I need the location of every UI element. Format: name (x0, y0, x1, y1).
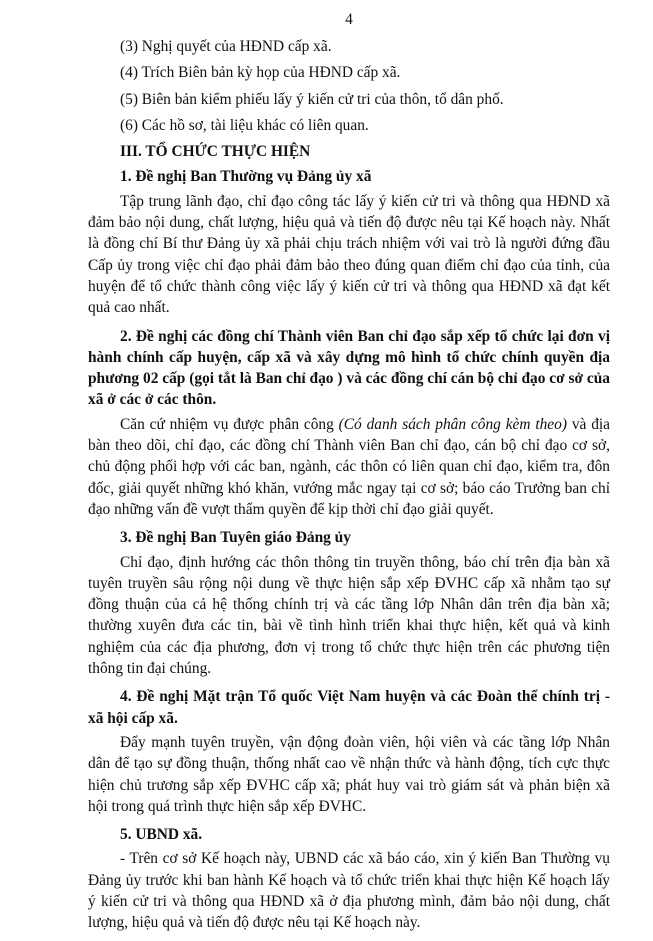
document-page (88, 10, 610, 941)
subsection-heading-2: 2. Đề nghị các đồng chí Thành viên Ban chỉ đạo sắp xếp tổ chức lại đơn vị hành chính cấp huyện, cấp xã và xây dựng mô hình tổ chức chính quyền địa phương 02 cấp (gọi tắt là Ban chỉ đạo ) và các đồng chí cán bộ chỉ đạo cơ sở của xã ở các ở các thôn. (88, 327, 610, 409)
subsection-heading-1: 1. Đề nghị Ban Thường vụ Đảng ủy xã (120, 168, 372, 186)
subsection-heading-4: 4. Đề nghị Mặt trận Tổ quốc Việt Nam huyện và các Đoàn thể chính trị - xã hội cấp xã. (88, 688, 610, 727)
subsection-heading-3: 3. Đề nghị Ban Tuyên giáo Đảng ủy (120, 529, 351, 547)
subsection-body-3: Chỉ đạo, định hướng các thôn thông tin truyền thông, báo chí trên địa bàn xã tuyên truyền sâu rộng nội dung về thực hiện sắp xếp ĐVHC cấp xã nhằm tạo sự đồng thuận của cả hệ thống chính trị và các tầng lớp Nhân dân trên địa bàn xã; thường xuyên đưa các tin, bài về tình hình triển khai thực hiện, kết quả và kinh nghiệm của các địa phương, đơn vị trong tổ chức thực hiện trên các phương tiện thông tin đại chúng. (88, 553, 610, 678)
subsection-heading-5: 5. UBND xã. (120, 826, 203, 844)
subsection-body-5: - Trên cơ sở Kế hoạch này, UBND các xã báo cáo, xin ý kiến Ban Thường vụ Đảng ủy trước khi ban hành Kế hoạch và tổ chức triển khai thực hiện Kế hoạch lấy ý kiến cử tri và thông qua HĐND xã ở địa phương mình, đảm bảo nội dung, chất lượng, hiệu quả và tiến độ được nêu tại Kế hoạch này. (88, 850, 610, 932)
list-item: (3) Nghị quyết của HĐND cấp xã. (120, 38, 332, 55)
section-title: III. TỔ CHỨC THỰC HIỆN (120, 143, 311, 161)
subsection-body-1: Tập trung lãnh đạo, chỉ đạo công tác lấy ý kiến cử tri và thông qua HĐND xã đảm bảo nội dung, chất lượng, hiệu quả và tiến độ được nêu tại Kế hoạch này. Nhất là đồng chí Bí thư Đảng ủy xã phải chịu trách nhiệm với vai trò là người đứng đầu Cấp ủy trong việc chỉ đạo phải đảm bảo theo đúng quan điểm chỉ đạo của tỉnh, của huyện để tổ chức thành công việc lấy ý kiến cử tri và thông qua HĐND xã đạt kết quả cao nhất. (88, 192, 610, 317)
subsection-body-4: Đẩy mạnh tuyên truyền, vận động đoàn viên, hội viên và các tầng lớp Nhân dân để tạo sự đồng thuận, thống nhất cao về nhận thức và hành động, tích cực thực hiện chủ trương sắp xếp ĐVHC cấp xã; phát huy vai trò giám sát và phản biện xã hội trong quá trình thực hiện sắp xếp ĐVHC. (88, 733, 610, 815)
body-text-start: Căn cứ nhiệm vụ được phân công (120, 415, 339, 433)
page-number: 4 (345, 11, 353, 28)
body-text-italic: (Có danh sách phân công kèm theo) (338, 415, 567, 433)
list-item: (4) Trích Biên bản kỳ họp của HĐND cấp xã. (120, 64, 401, 82)
list-item: (6) Các hồ sơ, tài liệu khác có liên quan. (120, 116, 369, 134)
list-item: (5) Biên bản kiểm phiếu lấy ý kiến cử tri của thôn, tổ dân phố. (120, 90, 504, 108)
subsection-body-2 (88, 414, 610, 520)
body-text-end: và địa bàn theo dõi, chỉ đạo, các đồng chí Thành viên Ban chỉ đạo, cán bộ chỉ đạo cơ sở, chủ động phối hợp với các ban, ngành, các thôn có liên quan chỉ đạo, kiểm tra, đôn đốc, giải quyết những khó khăn, vướng mắc ngay tại cơ sở; báo cáo Trưởng ban chỉ đạo những vấn đề vượt thẩm quyền để kịp thời chỉ đạo giải quyết. (88, 415, 611, 518)
